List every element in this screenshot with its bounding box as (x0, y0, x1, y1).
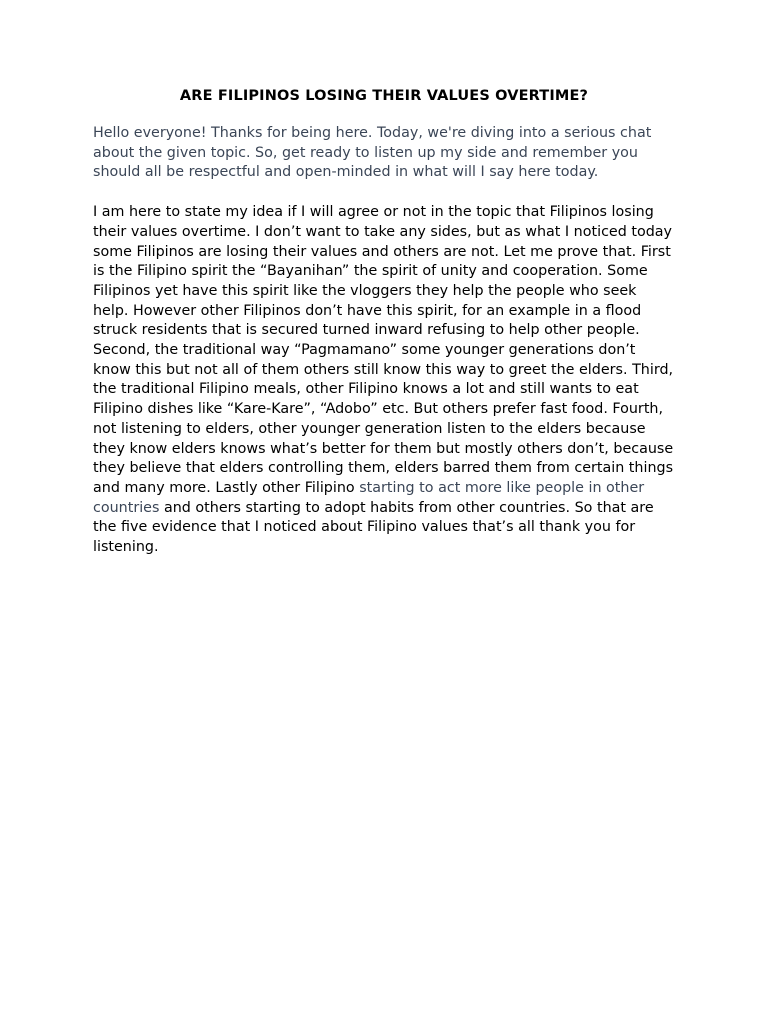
intro-paragraph: Hello everyone! Thanks for being here. Today, we're diving into a serious chat about the given topic. So, get ready to listen up my side and remember you should all be respectful and open-minded in what will I say here today. (93, 125, 652, 181)
body-text-part-1: I am here to state my idea if I will agree or not in the topic that Filipinos losing their values overtime. I don’t want to take any sides, but as what I noticed today some Filipinos are losing their values and others are not. Let me prove that. First is the Filipino spirit the “Bayanihan” the spirit of unity and cooperation. Some Filipinos yet have this spirit like the vloggers they help the people who seek help. However other Filipinos don’t have this spirit, for an example in a flood struck residents that is secured turned inward refusing to help other people. Second, the traditional way “Pagmamano” some younger generations don’t know this but not all of them others still know this way to greet the elders. Third, the traditional Filipino meals, other Filipino knows a lot and still wants to eat Filipino dishes like “Kare-Kare”, “Adobo” etc. But others prefer fast food. Fourth, not listening to elders, other younger generation listen to the elders because they know elders knows what’s better for them but mostly others don’t, because they believe that elders controlling them, elders barred them from certain things and many more. Lastly other Filipino (93, 204, 674, 496)
document-title: ARE FILIPINOS LOSING THEIR VALUES OVERTIME? (179, 88, 589, 104)
body-text-highlight: starting to act more like people in other countries (93, 479, 645, 516)
body-text-part-2: and others starting to adopt habits from other countries. So that are the five evidence that I noticed about Filipino values that’s all thank you for listening. (93, 499, 654, 556)
body-paragraph (93, 203, 675, 558)
